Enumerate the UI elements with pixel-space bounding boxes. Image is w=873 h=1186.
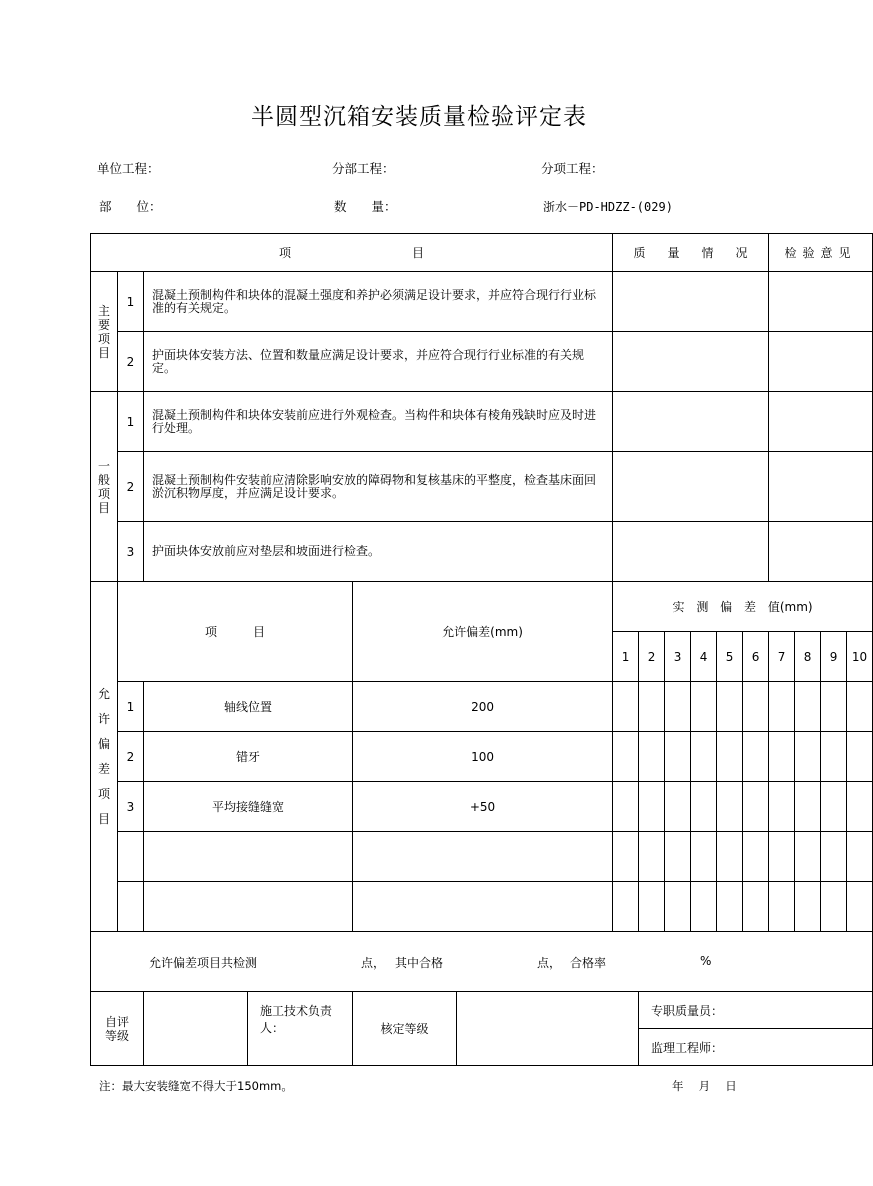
measure-cell[interactable] bbox=[821, 732, 847, 782]
measure-cell[interactable] bbox=[639, 782, 665, 832]
opinion-cell[interactable] bbox=[769, 392, 873, 452]
measure-cell[interactable] bbox=[717, 732, 743, 782]
self-eval-label: 自评 等级 bbox=[91, 992, 144, 1066]
measure-num: 8 bbox=[795, 632, 821, 682]
measured-header: 实 测 偏 差 值(mm) bbox=[613, 582, 873, 632]
quality-cell[interactable] bbox=[613, 272, 769, 332]
measure-cell[interactable] bbox=[847, 882, 873, 932]
measure-num: 5 bbox=[717, 632, 743, 682]
measure-cell[interactable] bbox=[665, 682, 691, 732]
row-number: 2 bbox=[118, 732, 144, 782]
main-section-label: 主 要 项 目 bbox=[91, 272, 118, 392]
row-number: 1 bbox=[118, 682, 144, 732]
measure-cell[interactable] bbox=[717, 782, 743, 832]
measure-cell[interactable] bbox=[847, 782, 873, 832]
row-number: 2 bbox=[118, 332, 144, 392]
measure-cell[interactable] bbox=[795, 882, 821, 932]
measure-cell[interactable] bbox=[847, 832, 873, 882]
measure-num: 6 bbox=[743, 632, 769, 682]
row-number: 1 bbox=[118, 392, 144, 452]
requirement-text: 混凝土预制构件安装前应清除影响安放的障碍物和复核基床的平整度，检查基床面回淤沉积物厚度，并应满足设计要求。 bbox=[144, 452, 613, 522]
measure-cell[interactable] bbox=[743, 682, 769, 732]
measure-cell[interactable] bbox=[717, 882, 743, 932]
measure-cell[interactable] bbox=[613, 832, 639, 882]
measure-cell[interactable] bbox=[743, 782, 769, 832]
measure-cell[interactable] bbox=[743, 832, 769, 882]
measure-cell[interactable] bbox=[795, 682, 821, 732]
measure-cell[interactable] bbox=[639, 682, 665, 732]
measure-cell[interactable] bbox=[795, 732, 821, 782]
tolerance-item-name: 轴线位置 bbox=[144, 682, 353, 732]
opinion-cell[interactable] bbox=[769, 272, 873, 332]
row-number bbox=[118, 832, 144, 882]
measure-num: 9 bbox=[821, 632, 847, 682]
measure-cell[interactable] bbox=[769, 882, 795, 932]
self-eval-grade[interactable] bbox=[144, 992, 248, 1066]
measure-num: 3 bbox=[665, 632, 691, 682]
measure-cell[interactable] bbox=[665, 882, 691, 932]
tolerance-allow-value: 100 bbox=[353, 732, 613, 782]
measure-cell[interactable] bbox=[769, 782, 795, 832]
tolerance-allow-value: +50 bbox=[353, 782, 613, 832]
verify-grade-label: 核定等级 bbox=[353, 992, 457, 1066]
measure-cell[interactable] bbox=[769, 732, 795, 782]
measure-cell[interactable] bbox=[847, 682, 873, 732]
tech-lead-label: 施工技术负责人： bbox=[248, 992, 353, 1066]
requirement-text: 护面块体安装方法、位置和数量应满足设计要求，并应符合现行行业标准的有关规定。 bbox=[144, 332, 613, 392]
measure-cell[interactable] bbox=[613, 882, 639, 932]
header-quality: 质 量 情 况 bbox=[613, 234, 769, 272]
verify-grade-value[interactable] bbox=[457, 992, 639, 1066]
tolerance-item-name[interactable] bbox=[144, 832, 353, 882]
measure-cell[interactable] bbox=[821, 782, 847, 832]
measure-cell[interactable] bbox=[769, 832, 795, 882]
tolerance-section-label: 允 许 偏 差 项 目 bbox=[91, 582, 118, 932]
summary-pass-label: 其中合格 bbox=[395, 956, 444, 970]
measure-num: 1 bbox=[613, 632, 639, 682]
measure-num: 2 bbox=[639, 632, 665, 682]
row-number bbox=[118, 882, 144, 932]
quality-cell[interactable] bbox=[613, 332, 769, 392]
measure-num: 7 bbox=[769, 632, 795, 682]
measure-cell[interactable] bbox=[847, 732, 873, 782]
opinion-cell[interactable] bbox=[769, 522, 873, 582]
quality-cell[interactable] bbox=[613, 522, 769, 582]
summary-points-2: 点， bbox=[537, 956, 562, 970]
tolerance-allow-value: 200 bbox=[353, 682, 613, 732]
measure-cell[interactable] bbox=[639, 882, 665, 932]
requirement-text: 护面块体安放前应对垫层和坡面进行检查。 bbox=[144, 522, 613, 582]
row-number: 1 bbox=[118, 272, 144, 332]
supervisor-label: 监理工程师： bbox=[639, 1029, 873, 1066]
measure-cell[interactable] bbox=[665, 732, 691, 782]
inspection-table bbox=[90, 233, 873, 1066]
summary-points-1: 点， bbox=[361, 956, 386, 970]
requirement-text: 混凝土预制构件和块体的混凝土强度和养护必须满足设计要求，并应符合现行行业标准的有关规定。 bbox=[144, 272, 613, 332]
tolerance-item-name: 平均接缝缝宽 bbox=[144, 782, 353, 832]
item-project-label: 分项工程： bbox=[541, 161, 604, 176]
measure-num: 4 bbox=[691, 632, 717, 682]
tolerance-allow-value[interactable] bbox=[353, 882, 613, 932]
measure-cell[interactable] bbox=[691, 882, 717, 932]
summary-row bbox=[91, 932, 873, 992]
tolerance-item-name[interactable] bbox=[144, 882, 353, 932]
measure-cell[interactable] bbox=[691, 782, 717, 832]
allow-header: 允许偏差(mm) bbox=[353, 582, 613, 682]
summary-rate-label: 合格率 bbox=[570, 956, 607, 970]
measure-cell[interactable] bbox=[665, 832, 691, 882]
opinion-cell[interactable] bbox=[769, 452, 873, 522]
location-label: 部 位： bbox=[99, 199, 162, 214]
measure-cell[interactable] bbox=[691, 832, 717, 882]
header-opinion: 检验意见 bbox=[769, 234, 873, 272]
measure-cell[interactable] bbox=[691, 682, 717, 732]
tolerance-item-name: 错牙 bbox=[144, 732, 353, 782]
row-number: 3 bbox=[118, 522, 144, 582]
quality-cell[interactable] bbox=[613, 392, 769, 452]
tolerance-item-header: 项 目 bbox=[118, 582, 353, 682]
unit-project-label: 单位工程： bbox=[97, 161, 160, 176]
measure-cell[interactable] bbox=[717, 682, 743, 732]
measure-cell[interactable] bbox=[639, 832, 665, 882]
tolerance-allow-value[interactable] bbox=[353, 832, 613, 882]
form-code: 浙水－PD-HDZZ-(029) bbox=[543, 200, 673, 214]
quality-cell[interactable] bbox=[613, 452, 769, 522]
measure-cell[interactable] bbox=[821, 682, 847, 732]
quantity-label: 数 量： bbox=[334, 199, 397, 214]
measure-cell[interactable] bbox=[795, 832, 821, 882]
footer-note: 注：最大安装缝宽不得大于150mm。 bbox=[99, 1079, 293, 1093]
requirement-text: 混凝土预制构件和块体安装前应进行外观检查。当构件和块体有棱角残缺时应及时进行处理。 bbox=[144, 392, 613, 452]
opinion-cell[interactable] bbox=[769, 332, 873, 392]
measure-cell[interactable] bbox=[665, 782, 691, 832]
measure-cell[interactable] bbox=[795, 782, 821, 832]
summary-total-label: 允许偏差项目共检测 bbox=[149, 956, 258, 970]
measure-cell[interactable] bbox=[613, 732, 639, 782]
measure-num: 10 bbox=[847, 632, 873, 682]
measure-cell[interactable] bbox=[743, 732, 769, 782]
division-project-label: 分部工程： bbox=[332, 161, 395, 176]
measure-cell[interactable] bbox=[769, 682, 795, 732]
measure-cell[interactable] bbox=[821, 882, 847, 932]
measure-cell[interactable] bbox=[717, 832, 743, 882]
row-number: 2 bbox=[118, 452, 144, 522]
quality-officer-label: 专职质量员： bbox=[639, 992, 873, 1029]
measure-cell[interactable] bbox=[743, 882, 769, 932]
measure-cell[interactable] bbox=[821, 832, 847, 882]
row-number: 3 bbox=[118, 782, 144, 832]
measure-cell[interactable] bbox=[613, 682, 639, 732]
page-title: 半圆型沉箱安装质量检验评定表 bbox=[251, 104, 587, 130]
measure-cell[interactable] bbox=[691, 732, 717, 782]
footer-date: 年 月 日 bbox=[672, 1079, 737, 1093]
summary-percent: % bbox=[700, 954, 712, 968]
general-section-label: 一 般 项 目 bbox=[91, 392, 118, 582]
measure-cell[interactable] bbox=[639, 732, 665, 782]
measure-cell[interactable] bbox=[613, 782, 639, 832]
header-item: 项 目 bbox=[91, 234, 613, 272]
